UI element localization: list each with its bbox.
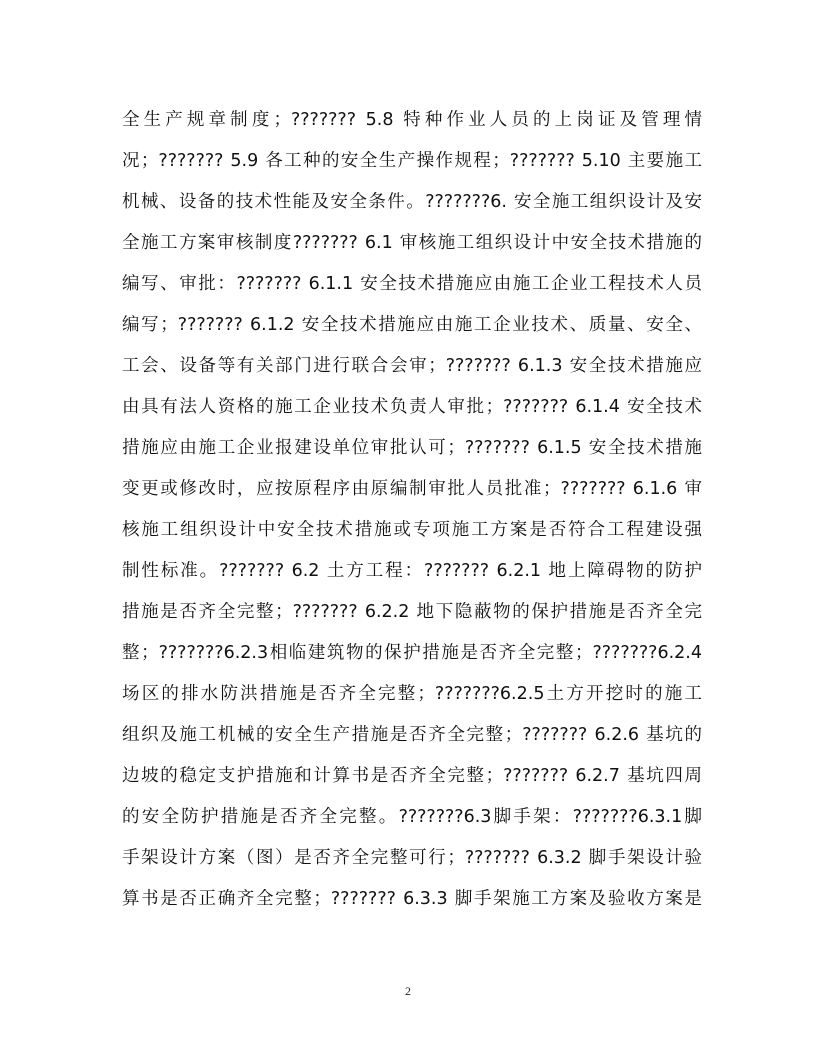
text-line-5: 编写、审批：??????? 6.1.1 安全技术措施应由施工企业工程技术人员	[122, 274, 702, 294]
text-line-19: 手架设计方案（图）是否齐全完整可行；??????? 6.3.2 脚手架设计验	[122, 848, 702, 868]
text-line-12: 制性标准。??????? 6.2 土方工程：??????? 6.2.1 地上障碍物的防护	[122, 561, 702, 581]
text-line-8: 由具有法人资格的施工企业技术负责人审批；??????? 6.1.4 安全技术	[122, 397, 702, 417]
text-line-10: 变更或修改时，应按原程序由原编制审批人员批准；??????? 6.1.6 审	[122, 479, 702, 499]
text-line-6: 编写；??????? 6.1.2 安全技术措施应由施工企业技术、质量、安全、	[122, 315, 702, 335]
text-line-7: 工会、设备等有关部门进行联合会审；??????? 6.1.3 安全技术措施应	[122, 356, 702, 376]
text-line-16: 组织及施工机械的安全生产措施是否齐全完整；??????? 6.2.6 基坑的	[122, 725, 702, 745]
page-number: 2	[405, 984, 411, 998]
text-line-14: 整；???????6.2.3相临建筑物的保护措施是否齐全完整；???????6.2.4	[122, 643, 702, 663]
text-line-11: 核施工组织设计中安全技术措施或专项施工方案是否符合工程建设强	[122, 520, 702, 540]
text-line-4: 全施工方案审核制度??????? 6.1 审核施工组织设计中安全技术措施的	[122, 233, 702, 253]
body-text	[122, 100, 702, 920]
text-line-1: 全生产规章制度；??????? 5.8 特种作业人员的上岗证及管理情	[122, 110, 702, 130]
text-line-3: 机械、设备的技术性能及安全条件。???????6. 安全施工组织设计及安	[122, 192, 702, 212]
text-line-20: 算书是否正确齐全完整；??????? 6.3.3 脚手架施工方案及验收方案是	[122, 889, 702, 909]
text-line-13: 措施是否齐全完整；??????? 6.2.2 地下隐蔽物的保护措施是否齐全完	[122, 602, 702, 622]
text-line-18: 的安全防护措施是否齐全完整。???????6.3脚手架：???????6.3.1脚	[122, 807, 702, 827]
text-line-9: 措施应由施工企业报建设单位审批认可；??????? 6.1.5 安全技术措施	[122, 438, 702, 458]
text-line-2: 况；??????? 5.9 各工种的安全生产操作规程；??????? 5.10 主要施工	[122, 151, 702, 171]
text-line-17: 边坡的稳定支护措施和计算书是否齐全完整；??????? 6.2.7 基坑四周	[122, 766, 702, 786]
text-line-15: 场区的排水防洪措施是否齐全完整；???????6.2.5土方开挖时的施工	[122, 684, 702, 704]
